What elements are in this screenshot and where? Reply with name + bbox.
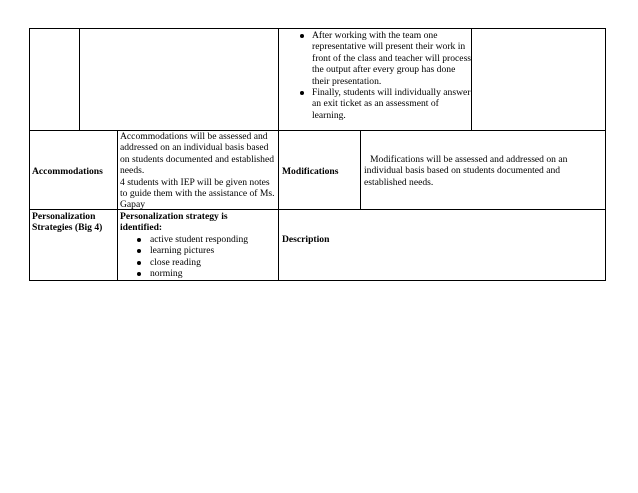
personalization-heading: Personalization strategy is identified: xyxy=(120,211,228,234)
table-border-row2-bottom xyxy=(29,209,606,210)
procedure-bullet-item xyxy=(296,30,472,87)
personalization-item-text: learning pictures xyxy=(150,245,215,257)
bullet-icon xyxy=(300,34,304,38)
personalization-item-text: close reading xyxy=(150,256,201,268)
bullet-icon xyxy=(137,261,141,265)
modifications-text: Modifications will be assessed and addressed on an individual basis based on students documented and established needs. xyxy=(364,154,568,188)
personalization-item xyxy=(120,268,278,279)
procedure-bullet-text: Finally, students will individually answer an exit ticket as an assessment of learning. xyxy=(312,87,471,121)
bullet-icon xyxy=(137,272,141,276)
row3-divider-1 xyxy=(117,209,118,281)
accommodations-label: Accommodations xyxy=(32,166,103,177)
personalization-item xyxy=(120,245,278,256)
row2-divider-3 xyxy=(360,130,361,210)
bullet-icon xyxy=(137,238,141,242)
table-border-row1-bottom xyxy=(29,130,606,131)
accommodations-text-cell xyxy=(120,131,278,211)
modifications-label: Modifications xyxy=(282,166,339,177)
accommodations-text-1: Accommodations will be assessed and addressed on an individual basis based on students documented and established needs. xyxy=(120,131,275,177)
table-border-right-row3 xyxy=(605,209,606,281)
table-border-bottom xyxy=(29,280,606,281)
personalization-item-text: active student responding xyxy=(150,233,249,245)
accommodations-text-2: 4 students with IEP will be given notes to guide them with the assistance of Ms. Gapay xyxy=(120,176,275,211)
personalization-item xyxy=(120,257,278,268)
personalization-cell xyxy=(120,211,278,279)
bullet-icon xyxy=(300,91,304,95)
table-border-left-row2 xyxy=(29,130,30,210)
personalization-list xyxy=(120,234,278,280)
personalization-item xyxy=(120,234,278,245)
procedure-bullet-text: After working with the team one representative will present their work in front of the class and teacher will process the output after every group has done their presentation. xyxy=(312,30,472,87)
procedure-bullet-list xyxy=(296,30,472,121)
table-border-left-row1 xyxy=(29,28,30,131)
row1-divider-1 xyxy=(79,28,80,131)
personalization-label: Personalization Strategies (Big 4) xyxy=(32,211,103,234)
table-border-right-row2 xyxy=(605,130,606,210)
row1-divider-2 xyxy=(278,28,279,131)
row2-divider-2 xyxy=(278,130,279,210)
procedure-bullets-cell xyxy=(296,30,472,121)
table-border-right-row1 xyxy=(605,28,606,131)
personalization-item-text: norming xyxy=(150,268,183,280)
table-border-top xyxy=(29,28,606,29)
table-border-left-row3 xyxy=(29,209,30,281)
procedure-bullet-item xyxy=(296,87,472,121)
description-label: Description xyxy=(282,234,330,245)
row3-divider-2 xyxy=(278,209,279,281)
bullet-icon xyxy=(137,249,141,253)
